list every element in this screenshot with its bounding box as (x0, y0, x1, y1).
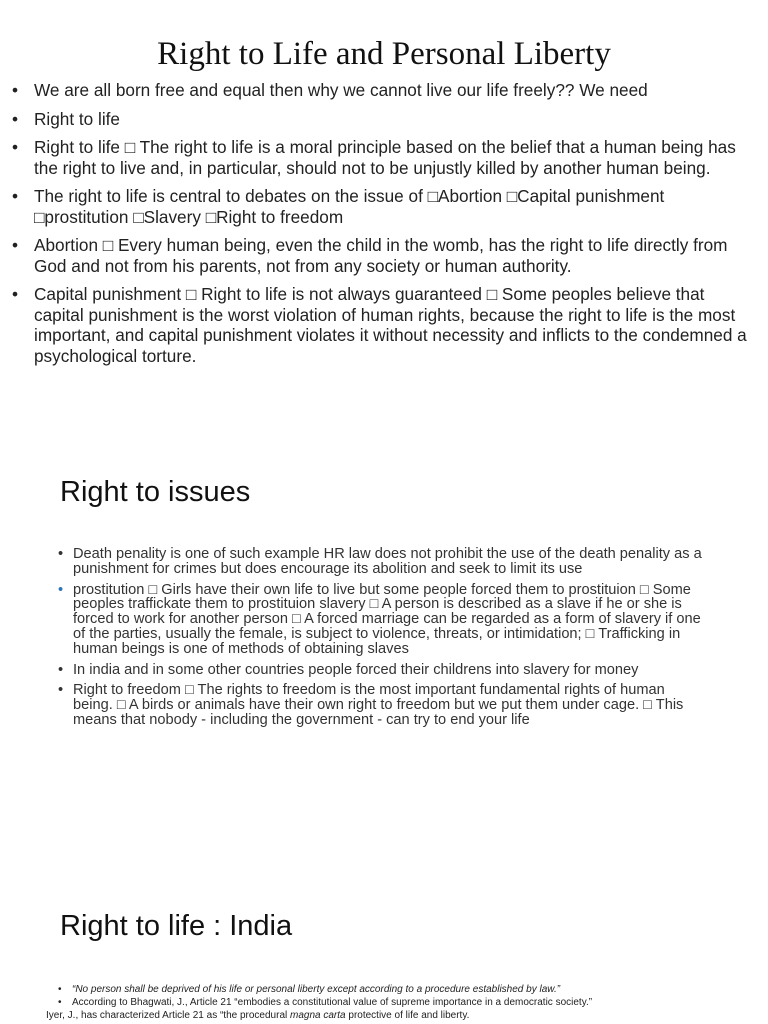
list-item: • Right to life □ The right to life is a moral principle based on the belief that a human being has the right to live and, in particular, should not to be unjustly killed by another human being. (12, 137, 736, 178)
bullet-icon: • (58, 984, 62, 995)
list-item: • “No person shall be deprived of his life or personal liberty except according to a procedure established by law.” (58, 984, 561, 995)
list-item: • Capital punishment □ Right to life is not always guaranteed □ Some peoples believe that capital punishment is the worst violation of human rights, because the right to life is the most important, and capital punishment violates it without necessity and inflicts to the condemned a psychological torture. (12, 284, 747, 366)
slide-title: Right to issues (60, 476, 251, 508)
list-item: • Abortion □ Every human being, even the child in the womb, has the right to life directly from God and not from his parents, not from any society or human authority. (12, 235, 728, 276)
slide-title: Right to life : India (60, 910, 293, 942)
bullet-list (10, 80, 755, 374)
list-item: • The right to life is central to debates on the issue of □Abortion □Capital punishment □prostitution □Slavery □Right to freedom (12, 186, 665, 227)
bullet-icon: • (12, 186, 19, 206)
slide-right-to-issues (0, 440, 768, 880)
bullet-icon: • (58, 682, 64, 699)
bullet-list (46, 983, 748, 1022)
bullet-icon: • (12, 284, 19, 304)
list-item-continuation: Iyer, J., has characterized Article 21 as “the procedural magna carta protective of life and liberty. (46, 1010, 470, 1021)
list-item: • prostitution □ Girls have their own life to live but some people forced them to prostituion □ Some peoples traffickate them to prostituion slavery □ A person is described as a slave if he or she is forced to work for another person □ A forced marriage can be regarded as a form of slavery if one of the parties, usually the female, is subject to violence, threats, or intimidation; □ Trafficking in human beings is one of methods of obtaining slaves (58, 581, 701, 657)
slide-right-to-life-and-personal-liberty (0, 0, 768, 440)
slide-right-to-life-india (0, 880, 768, 1024)
list-item: • Right to life (12, 108, 120, 129)
bullet-icon: • (58, 997, 62, 1008)
bullet-icon: • (58, 661, 64, 678)
list-item: • According to Bhagwati, J., Article 21 “embodies a constitutional value of supreme importance in a democratic society.” (58, 997, 593, 1008)
list-item: • We are all born free and equal then why we cannot live our life freely?? We need (12, 80, 648, 100)
bullet-icon: • (12, 108, 19, 129)
bullet-list (58, 547, 708, 734)
bullet-icon: • (12, 235, 19, 255)
slide-title: Right to Life and Personal Liberty (157, 36, 611, 72)
list-item: • Death penality is one of such example HR law does not prohibit the use of the death penality as a punishment for crimes but does encourage its abolition and seek to limit its use (58, 546, 702, 577)
bullet-icon: • (12, 80, 19, 100)
bullet-icon: • (58, 581, 64, 598)
list-item: • Right to freedom □ The rights to freedom is the most important fundamental rights of human being. □ A birds or animals have their own right to freedom but we put them under cage. □ This means that nobody - including the government - can try to end your life (58, 682, 684, 728)
list-item: • In india and in some other countries people forced their childrens into slavery for money (58, 661, 639, 678)
bullet-icon: • (12, 137, 19, 157)
bullet-icon: • (58, 546, 64, 562)
